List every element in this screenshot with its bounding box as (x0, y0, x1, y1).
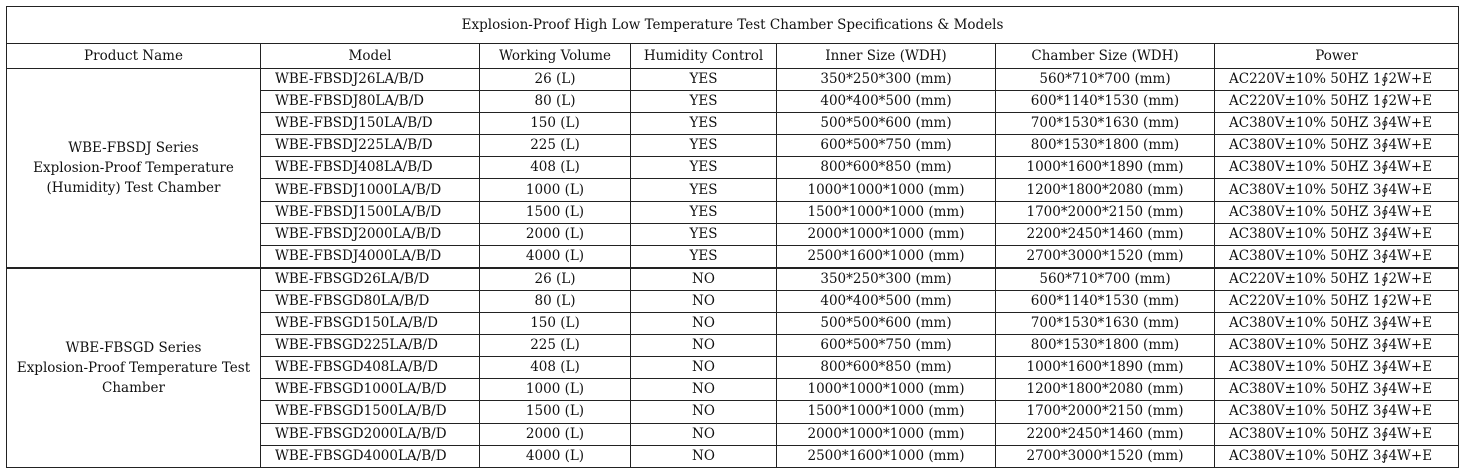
cell-inner-size: 1500*1000*1000 (mm) (777, 201, 996, 223)
cell-humidity-control: NO (631, 268, 777, 291)
cell-inner-size: 800*600*850 (mm) (777, 357, 996, 379)
cell-power: AC220V±10% 50HZ 1∮2W+E (1215, 91, 1459, 113)
cell-working-volume: 4000 (L) (480, 445, 631, 467)
cell-working-volume: 80 (L) (480, 290, 631, 312)
table-title: Explosion-Proof High Low Temperature Test Chamber Specifications & Models (7, 7, 1459, 44)
cell-working-volume: 2000 (L) (480, 223, 631, 245)
cell-inner-size: 600*500*750 (mm) (777, 135, 996, 157)
spec-table-container (6, 6, 1458, 468)
cell-chamber-size: 560*710*700 (mm) (996, 268, 1215, 291)
cell-chamber-size: 2200*2450*1460 (mm) (996, 423, 1215, 445)
cell-inner-size: 2000*1000*1000 (mm) (777, 423, 996, 445)
cell-working-volume: 4000 (L) (480, 245, 631, 268)
cell-model: WBE-FBSDJ150LA/B/D (261, 113, 480, 135)
header-chamber-size: Chamber Size (WDH) (996, 44, 1215, 69)
cell-humidity-control: NO (631, 401, 777, 423)
cell-chamber-size: 700*1530*1630 (mm) (996, 313, 1215, 335)
cell-humidity-control: NO (631, 357, 777, 379)
cell-model: WBE-FBSDJ408LA/B/D (261, 157, 480, 179)
cell-inner-size: 500*500*600 (mm) (777, 313, 996, 335)
product-name-cell (7, 268, 261, 467)
cell-humidity-control: YES (631, 201, 777, 223)
cell-model: WBE-FBSDJ26LA/B/D (261, 69, 480, 91)
header-humidity-control: Humidity Control (631, 44, 777, 69)
product-name-line: Chamber (102, 379, 165, 396)
cell-power: AC220V±10% 50HZ 1∮2W+E (1215, 268, 1459, 291)
cell-chamber-size: 2700*3000*1520 (mm) (996, 245, 1215, 268)
cell-power: AC380V±10% 50HZ 3∮4W+E (1215, 313, 1459, 335)
cell-chamber-size: 2700*3000*1520 (mm) (996, 445, 1215, 467)
cell-humidity-control: YES (631, 91, 777, 113)
cell-humidity-control: YES (631, 135, 777, 157)
cell-working-volume: 225 (L) (480, 135, 631, 157)
cell-power: AC380V±10% 50HZ 3∮4W+E (1215, 445, 1459, 467)
cell-humidity-control: NO (631, 335, 777, 357)
cell-model: WBE-FBSGD80LA/B/D (261, 290, 480, 312)
cell-power: AC380V±10% 50HZ 3∮4W+E (1215, 245, 1459, 268)
cell-chamber-size: 1200*1800*2080 (mm) (996, 379, 1215, 401)
cell-inner-size: 350*250*300 (mm) (777, 268, 996, 291)
cell-model: WBE-FBSGD1000LA/B/D (261, 379, 480, 401)
cell-model: WBE-FBSDJ1000LA/B/D (261, 179, 480, 201)
cell-power: AC380V±10% 50HZ 3∮4W+E (1215, 113, 1459, 135)
cell-working-volume: 1500 (L) (480, 201, 631, 223)
cell-model: WBE-FBSDJ225LA/B/D (261, 135, 480, 157)
cell-inner-size: 1000*1000*1000 (mm) (777, 179, 996, 201)
cell-working-volume: 80 (L) (480, 91, 631, 113)
table-row (7, 268, 1459, 291)
cell-inner-size: 400*400*500 (mm) (777, 290, 996, 312)
cell-inner-size: 400*400*500 (mm) (777, 91, 996, 113)
header-inner-size: Inner Size (WDH) (777, 44, 996, 69)
cell-humidity-control: NO (631, 379, 777, 401)
cell-inner-size: 1500*1000*1000 (mm) (777, 401, 996, 423)
header-power: Power (1215, 44, 1459, 69)
cell-working-volume: 2000 (L) (480, 423, 631, 445)
cell-model: WBE-FBSGD2000LA/B/D (261, 423, 480, 445)
cell-chamber-size: 800*1530*1800 (mm) (996, 335, 1215, 357)
header-working-volume: Working Volume (480, 44, 631, 69)
cell-power: AC380V±10% 50HZ 3∮4W+E (1215, 135, 1459, 157)
cell-power: AC380V±10% 50HZ 3∮4W+E (1215, 223, 1459, 245)
cell-chamber-size: 800*1530*1800 (mm) (996, 135, 1215, 157)
cell-model: WBE-FBSGD4000LA/B/D (261, 445, 480, 467)
cell-model: WBE-FBSGD225LA/B/D (261, 335, 480, 357)
cell-power: AC380V±10% 50HZ 3∮4W+E (1215, 335, 1459, 357)
cell-working-volume: 408 (L) (480, 157, 631, 179)
cell-inner-size: 2000*1000*1000 (mm) (777, 223, 996, 245)
cell-chamber-size: 600*1140*1530 (mm) (996, 91, 1215, 113)
cell-inner-size: 1000*1000*1000 (mm) (777, 379, 996, 401)
header-model: Model (261, 44, 480, 69)
cell-humidity-control: NO (631, 445, 777, 467)
cell-model: WBE-FBSDJ2000LA/B/D (261, 223, 480, 245)
cell-model: WBE-FBSDJ1500LA/B/D (261, 201, 480, 223)
cell-chamber-size: 1700*2000*2150 (mm) (996, 201, 1215, 223)
cell-power: AC380V±10% 50HZ 3∮4W+E (1215, 179, 1459, 201)
cell-inner-size: 2500*1600*1000 (mm) (777, 445, 996, 467)
cell-working-volume: 150 (L) (480, 313, 631, 335)
cell-power: AC380V±10% 50HZ 3∮4W+E (1215, 357, 1459, 379)
cell-humidity-control: YES (631, 113, 777, 135)
product-name-cell (7, 69, 261, 268)
cell-chamber-size: 2200*2450*1460 (mm) (996, 223, 1215, 245)
product-name-line: WBE-FBSDJ Series (68, 139, 199, 156)
cell-chamber-size: 1700*2000*2150 (mm) (996, 401, 1215, 423)
cell-chamber-size: 700*1530*1630 (mm) (996, 113, 1215, 135)
cell-chamber-size: 1000*1600*1890 (mm) (996, 157, 1215, 179)
product-name-line: Explosion-Proof Temperature Test (16, 359, 251, 376)
cell-working-volume: 150 (L) (480, 113, 631, 135)
cell-power: AC220V±10% 50HZ 1∮2W+E (1215, 290, 1459, 312)
product-name-line: (Humidity) Test Chamber (46, 179, 221, 196)
cell-power: AC380V±10% 50HZ 3∮4W+E (1215, 201, 1459, 223)
cell-power: AC380V±10% 50HZ 3∮4W+E (1215, 401, 1459, 423)
cell-working-volume: 1000 (L) (480, 379, 631, 401)
spec-table (6, 6, 1459, 468)
cell-model: WBE-FBSGD26LA/B/D (261, 268, 480, 291)
cell-chamber-size: 600*1140*1530 (mm) (996, 290, 1215, 312)
header-product-name: Product Name (7, 44, 261, 69)
cell-model: WBE-FBSGD408LA/B/D (261, 357, 480, 379)
header-row (7, 44, 1459, 69)
cell-humidity-control: YES (631, 179, 777, 201)
cell-power: AC380V±10% 50HZ 3∮4W+E (1215, 157, 1459, 179)
cell-working-volume: 408 (L) (480, 357, 631, 379)
cell-chamber-size: 560*710*700 (mm) (996, 69, 1215, 91)
cell-inner-size: 350*250*300 (mm) (777, 69, 996, 91)
cell-model: WBE-FBSDJ80LA/B/D (261, 91, 480, 113)
cell-model: WBE-FBSDJ4000LA/B/D (261, 245, 480, 268)
cell-power: AC220V±10% 50HZ 1∮2W+E (1215, 69, 1459, 91)
cell-inner-size: 500*500*600 (mm) (777, 113, 996, 135)
cell-power: AC380V±10% 50HZ 3∮4W+E (1215, 423, 1459, 445)
cell-working-volume: 1000 (L) (480, 179, 631, 201)
cell-inner-size: 2500*1600*1000 (mm) (777, 245, 996, 268)
cell-inner-size: 800*600*850 (mm) (777, 157, 996, 179)
cell-chamber-size: 1000*1600*1890 (mm) (996, 357, 1215, 379)
cell-humidity-control: YES (631, 223, 777, 245)
cell-power: AC380V±10% 50HZ 3∮4W+E (1215, 379, 1459, 401)
cell-inner-size: 600*500*750 (mm) (777, 335, 996, 357)
cell-working-volume: 225 (L) (480, 335, 631, 357)
cell-model: WBE-FBSGD1500LA/B/D (261, 401, 480, 423)
cell-working-volume: 26 (L) (480, 268, 631, 291)
table-body (7, 69, 1459, 468)
cell-humidity-control: NO (631, 423, 777, 445)
cell-humidity-control: YES (631, 157, 777, 179)
table-row (7, 69, 1459, 91)
cell-humidity-control: YES (631, 69, 777, 91)
cell-chamber-size: 1200*1800*2080 (mm) (996, 179, 1215, 201)
cell-humidity-control: NO (631, 313, 777, 335)
cell-humidity-control: YES (631, 245, 777, 268)
product-name-line: WBE-FBSGD Series (65, 339, 202, 356)
cell-model: WBE-FBSGD150LA/B/D (261, 313, 480, 335)
cell-humidity-control: NO (631, 290, 777, 312)
product-name-line: Explosion-Proof Temperature (33, 159, 234, 176)
cell-working-volume: 26 (L) (480, 69, 631, 91)
cell-working-volume: 1500 (L) (480, 401, 631, 423)
